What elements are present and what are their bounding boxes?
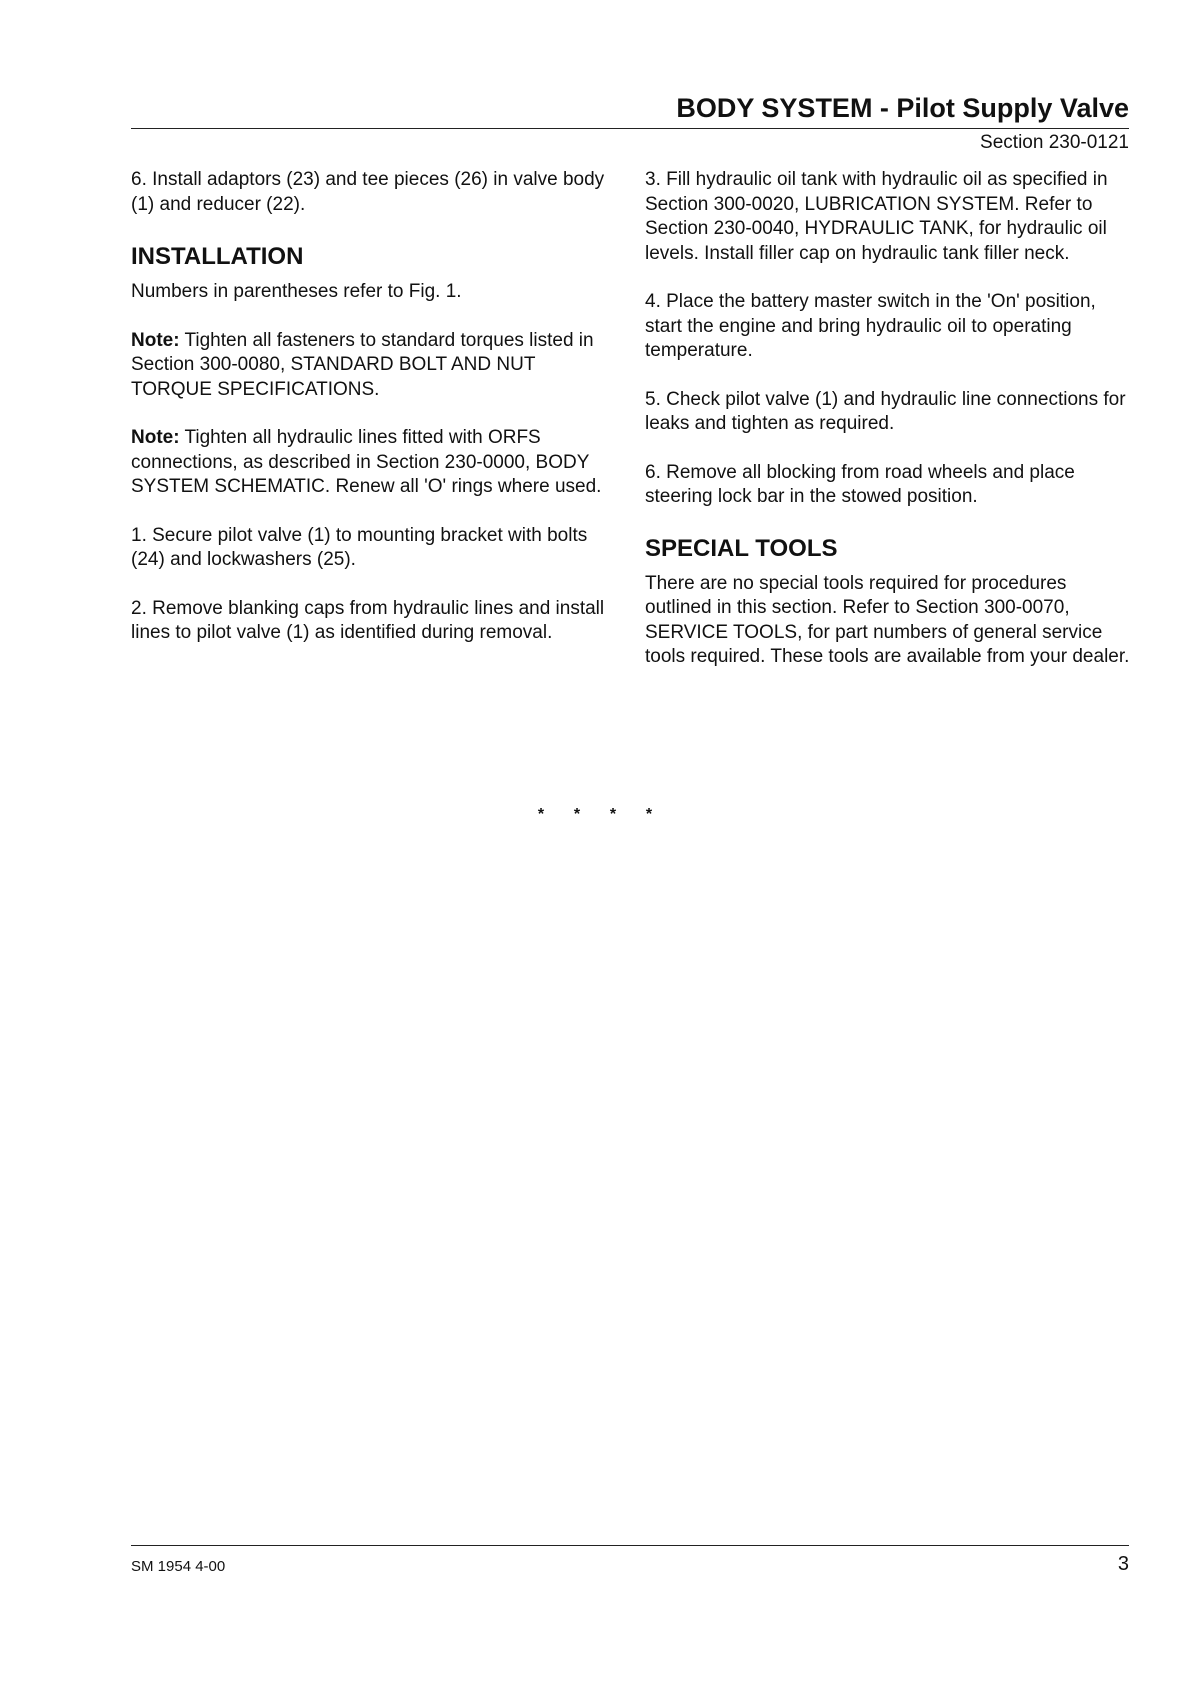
end-mark: * [537, 806, 545, 823]
disassembly-step-6: 6. Install adaptors (23) and tee pieces (26) in valve body (1) and reducer (22). [131, 169, 605, 215]
installation-step-4: 4. Place the battery master switch in the 'On' position, start the engine and bring hydraulic oil to operating temperature. [645, 291, 1096, 361]
note-label: Note: [131, 329, 180, 351]
installation-heading: INSTALLATION [131, 243, 304, 270]
special-tools-text: There are no special tools required for procedures outlined in this section. Refer to Section 300-0070, SERVICE TOOLS, for part numbers of general service tools required. These tools are available from your dealer. [645, 572, 1130, 667]
right-column [645, 168, 1131, 694]
page-number: 3 [1117, 1553, 1129, 1575]
installation-step-3: 3. Fill hydraulic oil tank with hydraulic oil as specified in Section 300-0020, LUBRICATION SYSTEM. Refer to Section 230-0040, HYDRAULIC TANK, for hydraulic oil levels. Install filler cap on hydraulic tank filler neck. [645, 169, 1108, 264]
end-mark: * [645, 806, 653, 823]
figure-reference-intro: Numbers in parentheses refer to Fig. 1. [131, 281, 462, 302]
end-mark: * [573, 806, 581, 823]
note-label: Note: [131, 427, 180, 448]
page-title: BODY SYSTEM - Pilot Supply Valve [676, 93, 1129, 123]
note-hydraulic-lines [131, 426, 615, 500]
installation-step-2: 2. Remove blanking caps from hydraulic lines and install lines to pilot valve (1) as identified during removal. [131, 597, 605, 643]
end-of-section-marks [0, 806, 1190, 824]
installation-step-1: 1. Secure pilot valve (1) to mounting bracket with bolts (24) and lockwashers (25). [131, 524, 588, 570]
installation-step-5: 5. Check pilot valve (1) and hydraulic line connections for leaks and tighten as required. [645, 388, 1126, 434]
note-fasteners [131, 329, 615, 403]
note-text: Tighten all hydraulic lines fitted with ORFS connections, as described in Section 230-0000, BODY SYSTEM SCHEMATIC. Renew all 'O' rings where used. [131, 427, 602, 497]
special-tools-heading: SPECIAL TOOLS [645, 534, 838, 562]
note-text: Tighten all fasteners to standard torques listed in Section 300-0080, STANDARD BOLT AND NUT TORQUE SPECIFICATIONS. [131, 329, 594, 400]
document-code: SM 1954 4-00 [131, 1558, 226, 1575]
installation-step-6: 6. Remove all blocking from road wheels and place steering lock bar in the stowed position. [645, 461, 1075, 507]
left-column [131, 168, 615, 670]
end-mark: * [609, 806, 617, 823]
page-header [131, 86, 1129, 129]
page-footer [131, 1545, 1129, 1580]
section-number: Section 230-0121 [980, 132, 1129, 153]
